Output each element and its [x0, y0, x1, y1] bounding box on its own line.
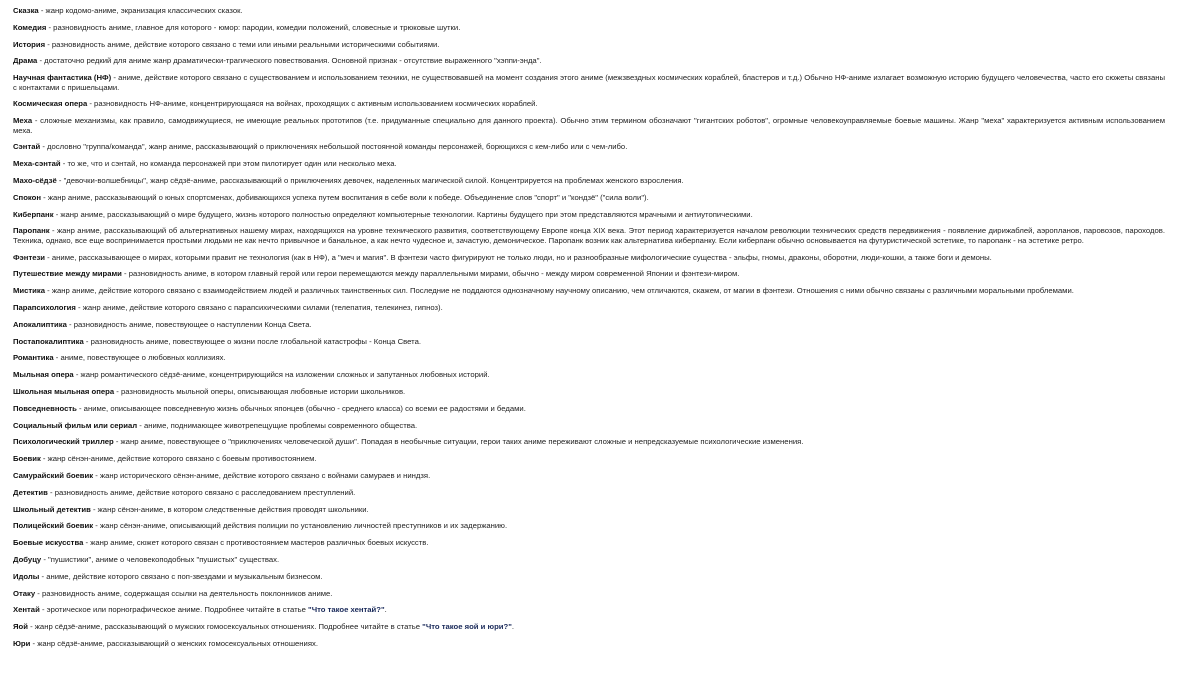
glossary-entry [13, 437, 1165, 446]
glossary-entry [13, 40, 1165, 49]
glossary-entry [13, 56, 1165, 65]
glossary-term: Махо-сёдзё [13, 175, 57, 185]
glossary-entry [13, 421, 1165, 430]
glossary-description: - сложные механизмы, как правило, самодвижущиеся, не имеющие реальных прототипов (т.е. придуманные специально для данного проекта). Обычно этим термином обозначают "гигантских роботов", огромные человекоуправляемые боевые машины. Жанр "меха" характеризуется активным использованием меха. [13, 116, 1165, 135]
glossary-description: - разновидность аниме, в котором главный герой или герои перемещаются между параллельными мирами, обычно - между миром современной Японии и фэнтези-миром. [121, 269, 740, 279]
glossary-term: Постапокалиптика [13, 336, 84, 346]
glossary-description: - жанр исторического сёнэн-аниме, действие которого связано с войнами самураев и ниндзя. [93, 470, 431, 480]
glossary-entry [13, 6, 1165, 15]
glossary-entry [13, 253, 1165, 262]
glossary-description: - разновидность аниме, действие которого связано с теми или иными реальными историческими событиями. [45, 39, 440, 49]
glossary-term: Школьная мыльная опера [13, 386, 115, 396]
glossary-term: Детектив [13, 487, 48, 497]
glossary-term: Научная фантастика (НФ) [13, 73, 112, 83]
glossary-description: - "пушистики", аниме о человекоподобных "пушистых" существах. [41, 554, 280, 564]
glossary-entry [13, 226, 1165, 245]
glossary-entry [13, 99, 1165, 108]
glossary-description: - жанр романтического сёдзё-аниме, концентрирующийся на изложении сложных и запутанных любовных историй. [73, 370, 490, 380]
glossary-entry [13, 454, 1165, 463]
glossary-entry [13, 176, 1165, 185]
glossary-description: - жанр аниме, рассказывающий о мире будущего, жизнь которого полностью определяют компьютерные технологии. Картины будущего при этом представляются мрачными и антиутопическими. [53, 209, 753, 219]
glossary-term: Путешествие между мирами [13, 269, 122, 279]
glossary-entry [13, 210, 1165, 219]
glossary-entry [13, 555, 1165, 564]
glossary-term: Романтика [13, 353, 54, 363]
glossary-term: Социальный фильм или сериал [13, 420, 138, 430]
glossary-entry [13, 404, 1165, 413]
glossary-description: - жанр аниме, действие которого связано с взаимодействием людей и различных таинственных сил. Последние не поддаются однозначному научному описанию, чем отличаются, скажем, от магии в фэнтези. Отношения с ними обычно связаны с различными моральными проблемами. [45, 286, 1074, 296]
glossary-term: Парапсихология [13, 302, 76, 312]
glossary-entry [13, 337, 1165, 346]
article-link[interactable]: "Что такое яой и юри?" [422, 622, 512, 632]
glossary-term: История [13, 39, 46, 49]
glossary-entry [13, 23, 1165, 32]
glossary-entry [13, 353, 1165, 362]
glossary-description: - дословно "группа/команда", жанр аниме, рассказывающий о приключениях небольшой постоянной команды персонажей, борющихся с кем-либо или с чем-либо. [40, 142, 628, 152]
glossary-description: - аниме, действие которого связано с поп-звездами и музыкальным бизнесом. [39, 571, 323, 581]
glossary-term: Сэнтай [13, 142, 41, 152]
glossary-term: Боевик [13, 454, 41, 464]
glossary-term: Юри [13, 638, 31, 648]
glossary-term: Апокалиптика [13, 319, 67, 329]
glossary-description: - жанр сёнэн-аниме, в котором следственные действия проводят школьники. [90, 504, 369, 514]
glossary-description: - разновидность аниме, повествующее о наступлении Конца Света. [66, 319, 312, 329]
glossary-description-end: . [384, 605, 387, 615]
glossary-description: - жанр сёдзё-аниме, рассказывающий о женских гомосексуальных отношениях. [30, 638, 318, 648]
glossary-description: - жанр сёнэн-аниме, действие которого связано с боевым противостоянием. [40, 454, 317, 464]
glossary-description: - аниме, описывающее повседневную жизнь обычных японцев (обычно - среднего класса) со всеми ее радостями и бедами. [76, 403, 526, 413]
glossary-term: Психологический триллер [13, 437, 114, 447]
glossary-description: - эротическое или порнографическое аниме. Подробнее читайте в статье [39, 605, 309, 615]
glossary-entry [13, 269, 1165, 278]
glossary-entry [13, 488, 1165, 497]
glossary-term: Добуцу [13, 554, 42, 564]
glossary-description: - достаточно редкий для аниме жанр драматически-трагического повествования. Основной признак - отсутствие выраженного "хэппи-энда". [37, 56, 542, 66]
glossary-term: Мистика [13, 286, 46, 296]
glossary-entry [13, 639, 1165, 648]
glossary-term: Меха [13, 116, 33, 126]
glossary-entry [13, 303, 1165, 312]
glossary-term: Сказка [13, 6, 39, 15]
glossary-description: - разновидность мыльной оперы, описывающая любовные истории школьников. [114, 386, 406, 396]
glossary-entries [13, 6, 1165, 648]
glossary-entry [13, 505, 1165, 514]
glossary-description: - жанр аниме, рассказывающий об альтернативных нашему мирах, находящихся на уровне технического развития, соответствующему Европе конца XIX века. Этот период характеризуется началом революции технических средств передвижения - появление дирижаблей, аэропланов, паровозов, пароходов. Техника, однако, все еще воспринимается простыми людьми не как нечто привычное и банальное, а как нечто чудесное и, зачастую, демоническое. Паропанк возник как альтернатива киберпанку. Если киберпанк обычно основывается на футуристической эстетике, то паропанк - на эстетике ретро. [13, 226, 1165, 245]
glossary-entry [13, 572, 1165, 581]
glossary-entry [13, 370, 1165, 379]
glossary-term: Самурайский боевик [13, 470, 94, 480]
glossary-entry [13, 622, 1165, 631]
glossary-description: - жанр аниме, рассказывающий о юных спортсменах, добивающихся успеха путем воспитания в себе воли к победе. Объединение слов "спорт" и "кондзё" ("сила воли"). [40, 192, 649, 202]
glossary-list [13, 6, 1165, 656]
glossary-term: Мыльная опера [13, 370, 74, 380]
glossary-description: - аниме, повествующее о любовных коллизиях. [53, 353, 226, 363]
glossary-term: Комедия [13, 22, 47, 32]
glossary-description: - жанр сёдзё-аниме, рассказывающий о мужских гомосексуальных отношениях. Подробнее читайте в статье [27, 622, 423, 632]
glossary-description: - жанр аниме, сюжет которого связан с противостоянием мастеров различных боевых искусств. [83, 538, 429, 548]
glossary-description: - жанр сёнэн-аниме, описывающий действия полиции по установлению личностей преступников и их задержанию. [93, 521, 508, 531]
glossary-term: Идолы [13, 571, 40, 581]
glossary-term: Меха-сэнтай [13, 159, 61, 169]
glossary-entry [13, 286, 1165, 295]
glossary-description: - жанр аниме, действие которого связано с парапсихическими силами (телепатия, телекинез, гипноз). [75, 302, 443, 312]
glossary-description: - "девочки-волшебницы", жанр сёдзё-аниме, рассказывающий о приключениях девочек, наделенных магической силой. Концентрируется на проблемах женского взросления. [56, 175, 684, 185]
glossary-term: Яой [13, 622, 28, 632]
glossary-term: Хентай [13, 605, 40, 615]
glossary-term: Паропанк [13, 226, 50, 236]
glossary-entry [13, 538, 1165, 547]
glossary-description: - разновидность аниме, содержащая ссылки на деятельность поклонников аниме. [35, 588, 333, 598]
glossary-entry [13, 193, 1165, 202]
glossary-entry [13, 589, 1165, 598]
glossary-description-end: . [511, 622, 514, 632]
glossary-term: Полицейский боевик [13, 521, 94, 531]
glossary-term: Отаку [13, 588, 36, 598]
glossary-entry [13, 320, 1165, 329]
glossary-term: Спокон [13, 192, 41, 202]
glossary-entry [13, 159, 1165, 168]
glossary-term: Повседневность [13, 403, 77, 413]
glossary-description: - то же, что и сэнтай, но команда персонажей при этом пилотирует один или несколько меха. [60, 159, 397, 169]
glossary-entry [13, 471, 1165, 480]
glossary-term: Фэнтези [13, 252, 46, 262]
glossary-term: Киберпанк [13, 209, 54, 219]
glossary-entry [13, 521, 1165, 530]
glossary-description: - разновидность НФ-аниме, концентрирующаяся на войнах, проходящих с активным использованием космических кораблей. [87, 99, 538, 109]
glossary-entry [13, 73, 1165, 92]
glossary-description: - аниме, рассказывающее о мирах, которыми правит не технология (как в НФ), а "меч и магия". В фэнтези часто фигурируют не только люди, но и разнообразные мифологические существа - эльфы, гномы, драконы, оборотни, люди-кошки, а также боги и демоны. [45, 252, 992, 262]
article-link[interactable]: "Что такое хентай?" [308, 605, 385, 615]
glossary-entry [13, 142, 1165, 151]
glossary-description: - разновидность аниме, повествующее о жизни после глобальной катастрофы - Конца Света. [83, 336, 421, 346]
glossary-entry [13, 116, 1165, 135]
glossary-term: Школьный детектив [13, 504, 91, 514]
glossary-description: - аниме, действие которого связано с существованием и использованием техники, не существовавшей на момент создания этого аниме (межзвездных космических кораблей, бластеров и т.д.) Обычно НФ-аниме излагает возможную историю будущего человечества, часто его сюжеты связаны с контактами с пришельцами. [13, 73, 1165, 92]
glossary-term: Космическая опера [13, 99, 88, 109]
glossary-entry [13, 387, 1165, 396]
glossary-term: Драма [13, 56, 38, 66]
glossary-term: Боевые искусства [13, 538, 84, 548]
glossary-description: - разновидность аниме, главное для которого - юмор: пародии, комедии положений, словесные и трюковые шутки. [46, 22, 461, 32]
glossary-entry [13, 605, 1165, 614]
glossary-description: - жанр кодомо-аниме, экранизация классических сказок. [38, 6, 243, 15]
glossary-description: - аниме, поднимающее животрепещущие проблемы современного общества. [137, 420, 418, 430]
glossary-description: - разновидность аниме, действие которого связано с расследованием преступлений. [47, 487, 356, 497]
glossary-description: - жанр аниме, повествующее о "приключениях человеческой души". Попадая в необычные ситуации, герои таких аниме переживают сложные и непредсказуемые психологические изменения. [113, 437, 804, 447]
